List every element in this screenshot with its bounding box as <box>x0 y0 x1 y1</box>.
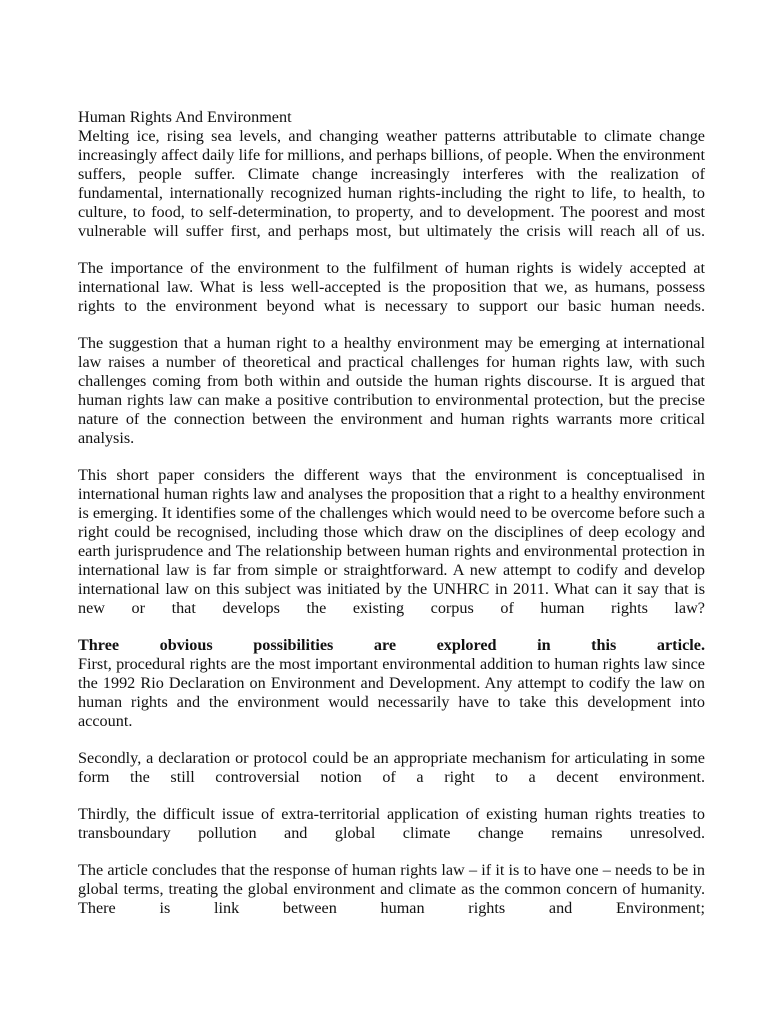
possibilities-lead: Three obvious possibilities are explored in this article. <box>78 636 705 654</box>
paragraph-possibilities <box>78 636 705 731</box>
possibility-first: First, procedural rights are the most important environmental addition to human rights law since the 1992 Rio Declaration on Environment and Development. Any attempt to codify the law on human rights and the environment would necessarily have to take this development into account. <box>78 655 705 730</box>
document-page <box>78 108 705 936</box>
paragraph-conclusion: The article concludes that the response of human rights law – if it is to have one – needs to be in global terms, treating the global environment and climate as the common concern of humanity. There is link between human rights and Environment; <box>78 861 705 917</box>
paragraph-healthy-environment-right: The suggestion that a human right to a healthy environment may be emerging at international law raises a number of theoretical and practical challenges for human rights law, with such challenges coming from both within and outside the human rights discourse. It is argued that human rights law can make a positive contribution to environmental protection, but the precise nature of the connection between the environment and human rights warrants more critical analysis. <box>78 334 705 447</box>
document-title: Human Rights And Environment <box>78 108 292 126</box>
paragraph-possibility-second: Secondly, a declaration or protocol could be an appropriate mechanism for articulating in some form the still controversial notion of a right to a decent environment. <box>78 749 705 786</box>
paragraph-importance-of-environment: The importance of the environment to the fulfilment of human rights is widely accepted at international law. What is less well-accepted is the proposition that we, as humans, possess rights to the environment beyond what is necessary to support our basic human needs. <box>78 259 705 315</box>
paragraph-short-paper: This short paper considers the different ways that the environment is conceptualised in international human rights law and analyses the proposition that a right to a healthy environment is emerging. It identifies some of the challenges which would need to be overcome before such a right could be recognised, including those which draw on the disciplines of deep ecology and earth jurisprudence and The relationship between human rights and environmental protection in international law is far from simple or straightforward. A new attempt to codify and develop international law on this subject was initiated by the UNHRC in 2011. What can it say that is new or that develops the existing corpus of human rights law? <box>78 466 705 617</box>
paragraph-possibility-third: Thirdly, the difficult issue of extra-territorial application of existing human rights treaties to transboundary pollution and global climate change remains unresolved. <box>78 805 705 842</box>
paragraph-climate-change: Melting ice, rising sea levels, and changing weather patterns attributable to climate change increasingly affect daily life for millions, and perhaps billions, of people. When the environment suffers, people suffer. Climate change increasingly interferes with the realization of fundamental, internationally recognized human rights-including the right to life, to health, to culture, to food, to self-determination, to property, and to development. The poorest and most vulnerable will suffer first, and perhaps most, but ultimately the crisis will reach all of us. <box>78 127 705 240</box>
